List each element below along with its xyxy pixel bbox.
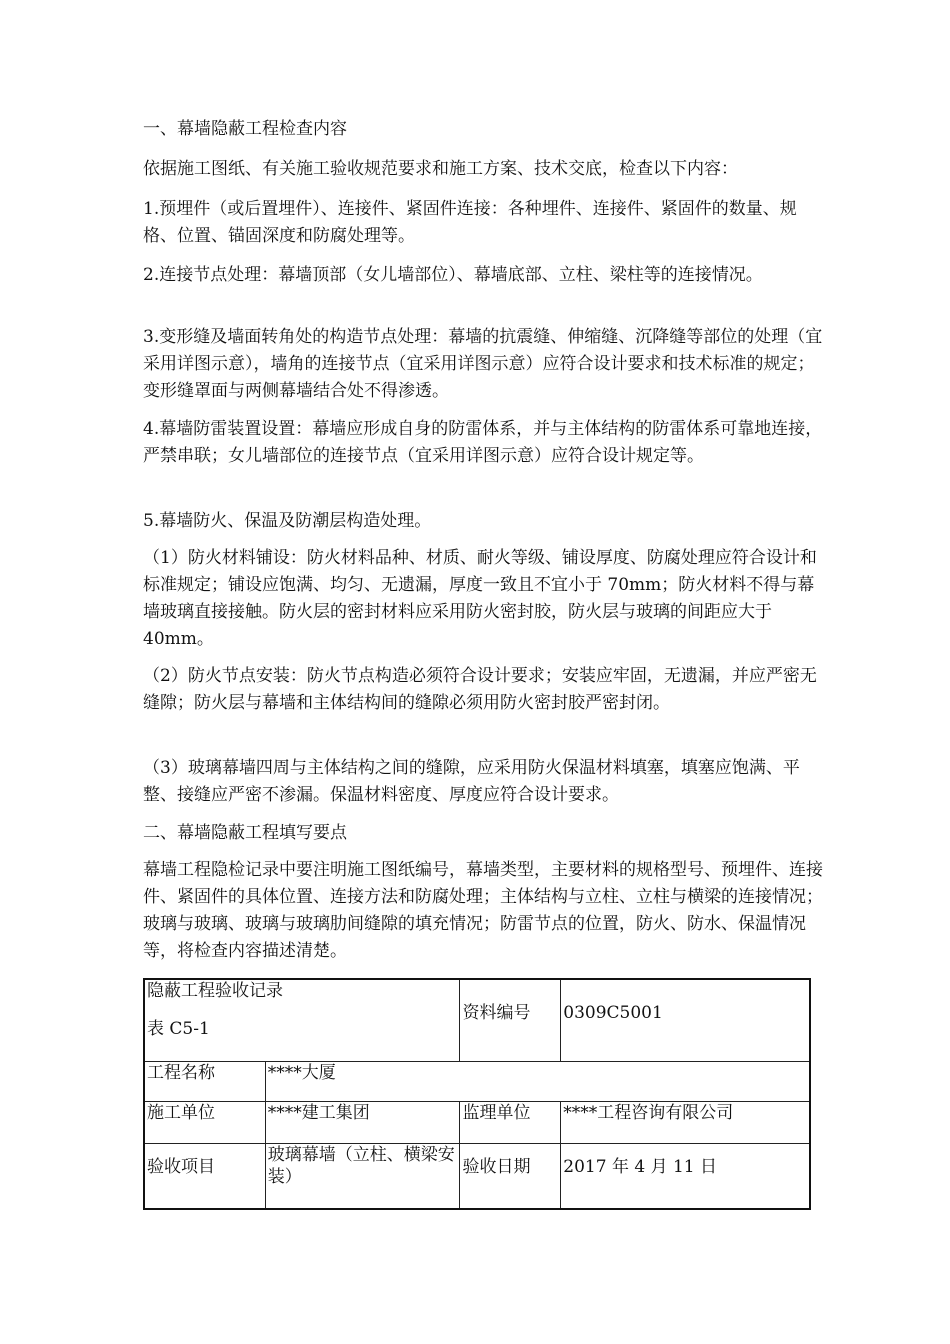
- supervisor-value: ****工程咨询有限公司: [561, 1101, 810, 1143]
- inspection-record-table: [143, 978, 811, 1210]
- section1-sub2: （2）防火节点安装：防火节点构造必须符合设计要求；安装应牢固，无遗漏，并应严密无缝隙；防火层与幕墙和主体结构间的缝隙必须用防火密封胶严密封闭。: [143, 666, 817, 713]
- record-title-cell: [144, 979, 460, 1061]
- builder-label: 施工单位: [144, 1101, 265, 1143]
- section1-sub3: （3）玻璃幕墙四周与主体结构之间的缝隙，应采用防火保温材料填塞，填塞应饱满、平整、接缝应严密不渗漏。保温材料密度、厚度应符合设计要求。: [143, 758, 800, 805]
- section1-sub1: （1）防火材料铺设：防火材料品种、材质、耐火等级、铺设厚度、防腐处理应符合设计和标准规定；铺设应饱满、均匀、无遗漏，厚度一致且不宜小于 70mm；防火材料不得与幕墙玻璃直接接触。防火层的密封材料应采用防火密封胶，防火层与玻璃的间距应大于 40mm。: [143, 548, 817, 649]
- project-value: ****大厦: [265, 1061, 810, 1101]
- item-value: 玻璃幕墙（立柱、横梁安装）: [265, 1143, 460, 1209]
- section1-item5: 5.幕墙防火、保温及防潮层构造处理。: [143, 511, 432, 531]
- date-label: 验收日期: [460, 1143, 561, 1209]
- item-label: 验收项目: [144, 1143, 265, 1209]
- record-form-no: 表 C5-1: [147, 1019, 210, 1039]
- table-row: [144, 1061, 810, 1101]
- record-title: 隐蔽工程验收记录: [147, 981, 283, 1001]
- section1-heading: 一、幕墙隐蔽工程检查内容: [143, 119, 347, 139]
- section1-intro: 依据施工图纸、有关施工验收规范要求和施工方案、技术交底，检查以下内容：: [143, 159, 738, 179]
- section1-item1: 1.预埋件（或后置埋件）、连接件、紧固件连接：各种埋件、连接件、紧固件的数量、规格、位置、锚固深度和防腐处理等。: [143, 199, 797, 246]
- section1-item4: 4.幕墙防雷装置设置：幕墙应形成自身的防雷体系，并与主体结构的防雷体系可靠地连接，严禁串联；女儿墙部位的连接节点（宜采用详图示意）应符合设计规定等。: [143, 419, 823, 466]
- table-row: [144, 1143, 810, 1209]
- table-row: [144, 979, 810, 1061]
- supervisor-label: 监理单位: [460, 1101, 561, 1143]
- builder-value: ****建工集团: [265, 1101, 460, 1143]
- table-row: [144, 1101, 810, 1143]
- project-label: 工程名称: [144, 1061, 265, 1101]
- doc-no-value: 0309C5001: [561, 979, 810, 1061]
- section1-item3: 3.变形缝及墙面转角处的构造节点处理：幕墙的抗震缝、伸缩缝、沉降缝等部位的处理（宜采用详图示意），墙角的连接节点（宜采用详图示意）应符合设计要求和技术标准的规定；变形缝罩面与两侧幕墙结合处不得渗透。: [143, 327, 823, 401]
- date-value: 2017 年 4 月 11 日: [561, 1143, 810, 1209]
- section1-item2: 2.连接节点处理：幕墙顶部（女儿墙部位）、幕墙底部、立柱、梁柱等的连接情况。: [143, 265, 763, 285]
- doc-no-label: 资料编号: [460, 979, 561, 1061]
- section2-heading: 二、幕墙隐蔽工程填写要点: [143, 823, 347, 843]
- section2-body: 幕墙工程隐检记录中要注明施工图纸编号，幕墙类型，主要材料的规格型号、预埋件、连接件、紧固件的具体位置、连接方法和防腐处理；主体结构与立柱、立柱与横梁的连接情况；玻璃与玻璃、玻璃与玻璃肋间缝隙的填充情况；防雷节点的位置，防火、防水、保温情况等，将检查内容描述清楚。: [143, 860, 823, 961]
